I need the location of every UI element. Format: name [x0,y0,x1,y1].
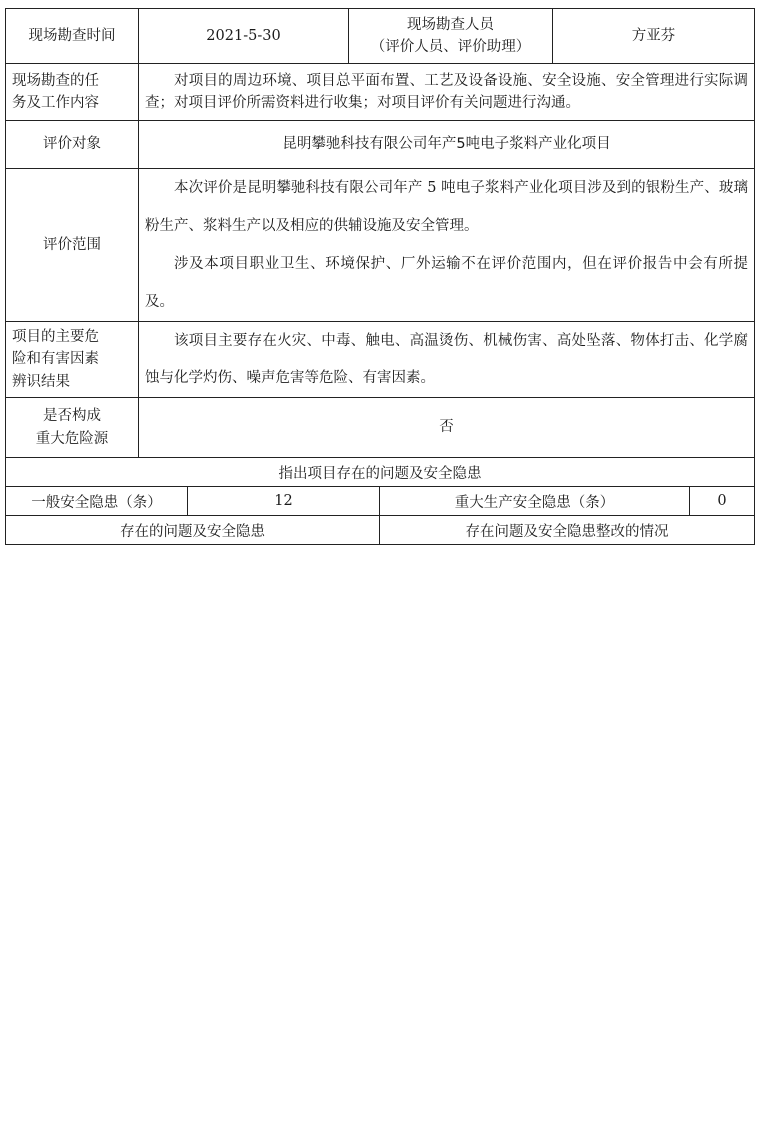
inspection-staff-value: 方亚芬 [553,9,755,64]
major-hazard-label-line2: 重大危险源 [35,430,109,447]
major-hazards-count: 0 [690,487,755,516]
major-hazard-row [6,398,755,458]
tasks-text: 对项目的周边环境、项目总平面布置、工艺及设备设施、安全设施、安全管理进行实际调查；对项目评价所需资料进行收集；对项目评价有关问题进行沟通。 [139,64,755,121]
hazards-label-line1: 项目的主要危 [12,328,99,345]
hazards-label-line3: 辨识结果 [12,373,70,390]
object-label: 评价对象 [6,121,139,169]
inspection-row [6,9,755,64]
inspection-form-table [5,8,755,458]
rectification-column-header: 存在问题及安全隐患整改的情况 [380,516,755,545]
general-hazards-label: 一般安全隐患（条） [6,487,188,516]
major-hazard-label [6,398,139,458]
scope-paragraph-2: 涉及本项目职业卫生、环境保护、厂外运输不在评价范围内，但在评价报告中会有所提及。 [145,256,748,310]
major-hazards-label: 重大生产安全隐患（条） [380,487,690,516]
object-row [6,121,755,169]
major-hazard-label-line1: 是否构成 [43,408,101,425]
tasks-label [6,64,139,121]
tasks-label-line2: 务及工作内容 [12,95,99,111]
major-hazard-value: 否 [139,398,755,458]
issues-header-row [6,516,755,545]
staff-label-line2: （评价人员、评价助理） [370,39,531,55]
inspection-time-label: 现场勘查时间 [6,9,139,64]
staff-label-line1: 现场勘查人员 [407,16,494,33]
scope-content [139,169,755,322]
problems-column-header: 存在的问题及安全隐患 [6,516,380,545]
tasks-label-line1: 现场勘查的任 [12,72,99,89]
inspection-staff-label [349,9,553,64]
hazards-label [6,322,139,398]
tasks-row [6,64,755,121]
scope-paragraph-1: 本次评价是昆明攀驰科技有限公司年产 5 吨电子浆料产业化项目涉及到的银粉生产、玻璃粉生产、浆料生产以及相应的供辅设施及安全管理。 [145,180,748,234]
issues-title-row [6,458,755,487]
hazards-text: 该项目主要存在火灾、中毒、触电、高温烫伤、机械伤害、高处坠落、物体打击、化学腐蚀与化学灼伤、噪声危害等危险、有害因素。 [145,332,748,386]
hazards-label-line2: 险和有害因素 [12,351,99,368]
general-hazards-count: 12 [188,487,380,516]
issues-table [5,457,755,545]
issues-count-row [6,487,755,516]
hazards-content [139,322,755,398]
scope-label: 评价范围 [6,169,139,322]
scope-row [6,169,755,322]
hazards-row [6,322,755,398]
object-value: 昆明攀驰科技有限公司年产5吨电子浆料产业化项目 [139,121,755,169]
inspection-time-value: 2021-5-30 [139,9,349,64]
issues-section-title: 指出项目存在的问题及安全隐患 [6,458,755,487]
